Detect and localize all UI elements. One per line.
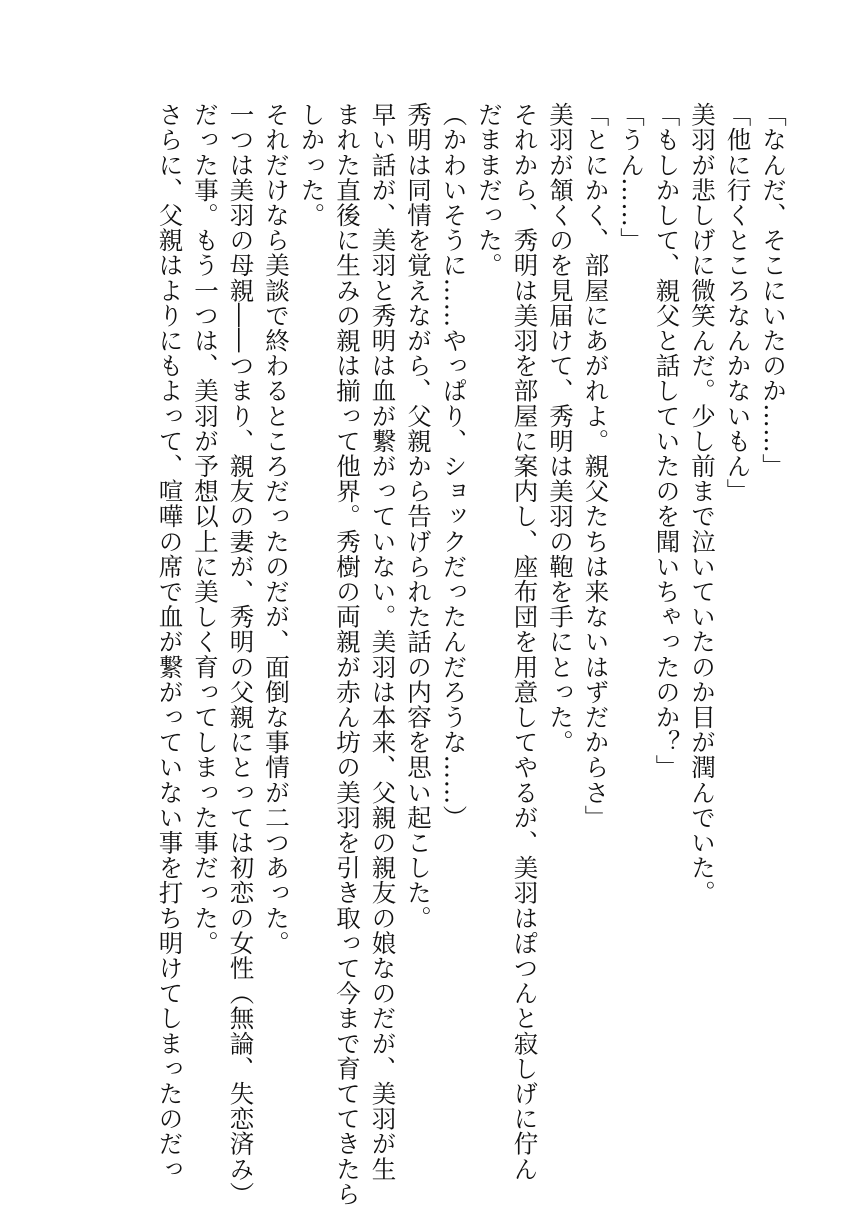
text-line: それだけなら美談で終わるところだったのだが、面倒な事情が二つあった。 [262,102,291,956]
text-line: 「なんだ、そこにいたのか……」 [759,102,788,479]
text-line: だった事。もう一つは、美羽が予想以上に美しく育ってしまった事だった。 [191,102,220,956]
text-line: 「もしかして、親父と話していたのを聞いちゃったのか？」 [652,102,682,780]
text-line: 一つは美羽の母親――つまり、親友の妻が、秀明の父親にとっては初恋の女性（無論、失恋済み） [226,102,256,1206]
text-line: （かわいそうに……やっぱり、ショックだったんだろうな……） [439,102,469,830]
text-line: それから、秀明は美羽を部屋に案内し、座布団を用意してやるが、美羽はぽつんと寂しげに佇ん [510,102,540,1182]
vertical-text-block [152,102,791,1206]
text-line: 秀明は同情を覚えながら、父親から告げられた話の内容を思い起こした。 [404,102,433,931]
text-line: だままだった。 [475,102,504,278]
text-line: 美羽が悲しげに微笑んだ。少し前まで泣いていたのか目が潤んでいた。 [688,102,717,906]
text-line: まれた直後に生みの親は揃って他界。秀樹の両親が赤ん坊の美羽を引き取って今まで育ててきたら [333,102,362,1206]
text-line: さらに、父親はよりにもよって、喧嘩の席で血が繋がっていない事を打ち明けてしまったのだっ [155,102,185,1182]
text-line: 美羽が頷くのを見届けて、秀明は美羽の鞄を手にとった。 [546,102,575,755]
text-line: 早い話が、美羽と秀明は血が繋がっていない。美羽は本来、父親の親友の娘なのだが、美羽が生 [368,102,398,1182]
text-line: 「他に行くところなんかないもん」 [723,102,753,504]
text-line: 「うん……」 [617,102,646,253]
text-line: しかった。 [297,102,327,228]
text-line: 「とにかく、部屋にあがれよ。親父たちは来ないはずだからさ」 [581,102,611,830]
